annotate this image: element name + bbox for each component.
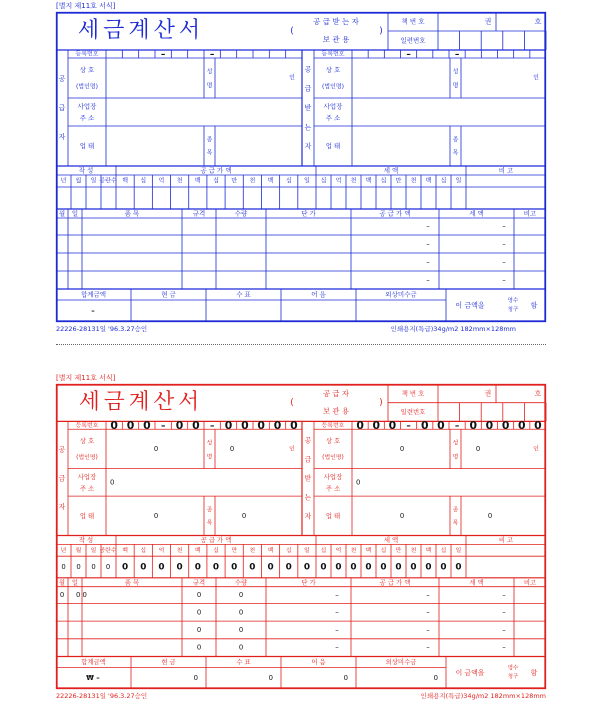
buyer-side-label: 는 [304,123,312,132]
supply-place-unit: 천 [176,177,183,185]
amount-phrase: 이 금액을 [455,668,485,677]
buyer-myeong-label: 명 [452,454,459,461]
item-tax: – [502,625,506,634]
book-kwon-label: 권 [484,17,492,26]
amount-phrase: 이 금액을 [455,301,485,310]
tax-digit: 0 [350,562,357,573]
supplier-rep-value: 0 [229,444,235,453]
bracket-close: ) [379,26,383,37]
supplier-reg-digit: – [160,421,166,432]
supplier-myeong-label: 명 [206,454,213,461]
item-amount: – [426,276,430,284]
buyer-side-label: 자 [304,512,312,521]
supply-digit: 0 [194,562,201,573]
supplier-corp-label: (법인명) [75,83,99,91]
item-header: 비고 [523,209,537,218]
item-qty: 0 [238,608,244,617]
buyer-sung-label: 성 [452,68,459,76]
totals-header: 어 음 [311,290,326,299]
tax-digit: 0 [335,562,342,573]
supplier-reg-digit: – [209,421,215,432]
cut-line [56,344,546,345]
bracket-open: ( [290,26,294,37]
supplier-reg-digit: 0 [192,418,200,432]
tax-digit: 0 [395,562,402,573]
supply-place-unit: 십 [213,547,219,554]
amount-ham: 함 [530,668,538,677]
totals-value: 0 [268,674,273,683]
supply-place-unit: 만 [231,177,238,185]
supply-place-unit: 십 [213,177,219,185]
supplier-name-label: 상 호 [79,437,95,446]
item-header: 공 급 가 액 [379,209,411,218]
tax-place-unit: 십 [320,177,327,185]
supply-amount-header: 공 급 가 액 [200,166,232,175]
copy-purpose-label: 보 관 용 [322,35,350,44]
supply-place-unit: 십 [285,547,292,554]
supply-place-unit: 일 [304,177,310,185]
item-tax: – [502,222,506,231]
supplier-biz-value: 0 [153,511,159,520]
tax-digit: 0 [425,562,432,573]
supply-digit: 0 [140,562,147,573]
tax-place-unit: 십 [440,547,447,554]
item-header: 단 가 [301,578,316,587]
buyer-reg-label: 등록번호 [321,422,345,429]
tax-amount-header: 세 액 [383,535,399,544]
remarks-header: 비 고 [498,535,514,544]
footer-approval: 22226-28131일 '96.3.27승인 [56,325,148,333]
supply-digit: 0 [231,562,238,573]
buyer-biz-value: 0 [399,511,405,520]
item-header: 비고 [523,578,537,587]
buyer-side-label: 받 [304,104,312,112]
supplier-jong-label: 종 [206,507,213,514]
item-amount: – [426,643,430,652]
item-month: 0 [59,591,65,600]
item-header: 월 [58,209,66,218]
buyer-jong-label: 종 [452,136,459,144]
supplier-corp-label: (법인명) [76,455,98,462]
supplier-reg-digit: 0 [241,418,249,432]
buyer-reg-digit: – [454,50,460,60]
supplier-reg-digit: 0 [110,418,118,432]
tax-place-unit: 천 [350,177,357,185]
item-tax: – [502,643,506,652]
supply-place-unit: 천 [249,547,256,554]
amount-ham: 함 [530,301,538,310]
supply-place-unit: 백 [122,547,128,554]
tax-place-unit: 백 [425,547,432,554]
date-value: 0 [91,563,96,571]
receipt-word: 영수 [507,665,519,672]
supplier-myeong-label: 명 [206,82,213,90]
supplier-side-label: 자 [58,133,66,141]
claim-word: 청구 [507,307,519,313]
tax-digit: 0 [455,562,462,573]
supplier-biz-label: 업 태 [79,511,95,520]
buyer-corp-label: (법인명) [322,455,344,462]
item-header: 규격 [192,578,206,587]
supplier-reg-digit: – [160,50,166,60]
buyer-reg-digit: 0 [534,418,542,432]
buyer-reg-digit: 0 [437,418,445,432]
buyer-addr-label: 사업장 [323,472,343,481]
tax-place-unit: 십 [380,177,387,185]
supply-digit: 0 [122,562,129,573]
supply-digit: 0 [158,562,165,573]
buyer-biz-label: 업 태 [325,511,341,520]
supply-place-unit: 천 [176,547,183,554]
cell-box [57,13,546,322]
buyer-side-label: 받 [304,474,312,483]
tax-digit: 0 [440,562,447,573]
buyer-mok-label: 목 [452,520,459,527]
totals-header: 합계금액 [80,290,107,299]
supplier-side-label: 자 [58,502,66,511]
item-header: 수량 [234,578,248,587]
totals-value: 0 [193,674,198,683]
buyer-jong-label: 종 [452,507,459,514]
supplier-reg-digit: 0 [257,418,265,432]
buyer-reg-digit: 0 [372,418,381,432]
buyer-corp-label: (법인명) [321,83,345,91]
item-header: 공 급 가 액 [379,578,411,587]
item-day: 0 0 [76,591,87,600]
copy-purpose-label: 보 관 용 [322,406,350,416]
tax-place-unit: 백 [365,547,372,554]
buyer-name-label: 상 호 [325,437,341,446]
tax-place-unit: 만 [395,547,402,554]
tax-digit: 0 [380,562,387,573]
form-title: 세금계산서 [78,389,204,415]
buyer-side-label: 자 [304,142,312,151]
buyer-name-value: 0 [399,444,405,453]
tax-place-unit: 억 [335,177,342,185]
item-header: 수량 [234,209,248,218]
item-tax: – [502,258,506,266]
book-ho-label: 호 [534,389,542,398]
tax-place-unit: 백 [365,177,372,185]
footer-approval: 22226-28131일 '96.3.27승인 [56,692,148,700]
item-header: 세 액 [469,209,484,218]
supply-place-unit: 십 [285,177,292,185]
buyer-reg-digit: 0 [469,418,478,432]
item-header: 일 [71,578,79,587]
book-number-label: 책 번 호 [401,17,425,26]
buyer-side-label: 는 [304,493,312,502]
supply-digit: 0 [176,562,183,573]
tax-place-unit: 일 [455,547,462,554]
supply-place-unit: 백 [122,177,128,185]
buyer-side-label: 급 [304,84,312,93]
totals-header: 현 금 [161,290,176,299]
tax-place-unit: 천 [410,177,417,185]
date-value: 0 [76,563,81,571]
item-qty: 0 [238,591,244,600]
buyer-biz-label: 업 태 [325,142,341,150]
invoice-table [56,12,546,322]
buyer-reg-digit: 0 [501,418,510,432]
tax-place-unit: 백 [425,177,432,185]
bracket-open: ( [290,398,294,409]
supplier-name-label: 상 호 [79,66,95,74]
supply-place-unit: 십 [140,547,147,554]
supply-digit: 0 [212,562,220,573]
item-spec: 0 [196,591,202,600]
supply-amount-header: 공 급 가 액 [200,535,232,544]
item-header: 단 가 [301,209,316,218]
footer-paper: 인쇄용지(특급)34g/m2 182mm×128mm [390,325,516,333]
buyer-mok-label: 목 [452,149,459,157]
buyer-reg-label: 등록번호 [321,50,345,58]
claim-word: 청구 [507,674,519,681]
item-header: 일 [71,209,79,218]
item-price: – [335,643,339,652]
supplier-addr-label: 사업장 [77,102,97,111]
copy-type-label: 공 급 자 [322,388,350,398]
supply-place-unit: 억 [158,547,165,554]
footer-paper: 인쇄용지(특급)34g/m2 182mm×128mm [420,692,546,700]
supplier-name-value: 0 [153,444,159,453]
totals-header: 수 표 [236,657,251,666]
item-price: – [335,591,339,600]
tax-place-unit: 십 [440,177,447,185]
blank-count-header: 공란수 [99,177,117,185]
blank-count-header: 공란수 [99,547,117,554]
buyer-side-label: 급 [304,455,312,464]
totals-header: 합계금액 [81,657,106,666]
supplier-side-label: 공 [58,445,66,454]
supplier-side-label: 급 [58,104,66,112]
item-header: 품 목 [124,209,140,218]
supplier-mok-label: 목 [206,149,213,157]
totals-header: 현 금 [161,657,176,666]
supplier-reg-label: 등록번호 [75,422,99,429]
bracket-close: ) [379,398,383,409]
supply-place-unit: 백 [267,547,274,554]
item-spec: 0 [196,643,202,652]
date-header: 년 [60,547,67,554]
tax-place-unit: 억 [335,547,342,554]
supply-place-unit: 백 [194,547,201,554]
supplier-mok-label: 목 [206,520,213,527]
tax-place-unit: 십 [320,547,327,554]
tax-place-unit: 천 [350,547,357,554]
totals-header: 수 표 [236,290,251,299]
supplier-addr-value: 0 [110,478,115,487]
date-header: 년 [60,177,67,185]
supplier-reg-digit: 0 [273,418,282,432]
buyer-side-label: 공 [304,65,312,74]
supplier-sung-label: 성 [206,440,213,447]
supplier-reg-digit: 0 [290,418,298,432]
item-spec: 0 [196,625,202,634]
book-kwon-label: 권 [484,389,492,398]
buyer-addr-label2: 주 소 [325,484,341,493]
tax-place-unit: 천 [410,547,417,554]
supplier-reg-digit: – [209,50,215,60]
item-amount: – [426,258,430,266]
buyer-item-value: 0 [487,511,493,520]
buyer-sung-label: 성 [452,440,459,447]
item-tax: – [502,591,506,600]
buyer-reg-digit: 0 [420,418,429,432]
tax-place-unit: 일 [455,177,462,185]
totals-value: – [91,307,95,315]
remarks-header: 비 고 [498,166,514,175]
item-qty: 0 [238,625,244,634]
buyer-seal-label: 인 [533,74,539,82]
supplier-reg-digit: 0 [143,418,151,432]
supplier-side-label: 공 [58,75,66,83]
totals-value: 0 [343,674,348,683]
tax-digit: 0 [320,562,327,573]
item-header: 규격 [192,209,206,218]
date-header: 일 [90,177,97,185]
totals-value: 0 [433,674,438,683]
date-header: 일 [90,547,97,554]
copy-type-label: 공 급 받 는 자 [313,17,359,26]
serial-number-label: 일련번호 [400,36,426,45]
item-header: 세 액 [469,578,484,587]
buyer-rep-value: 0 [475,444,481,453]
tax-amount-header: 세 액 [383,166,399,175]
totals-header: 외상미수금 [385,290,417,299]
buyer-reg-digit: 0 [388,418,397,432]
date-header: 월 [75,177,82,185]
totals-header: 어 음 [311,657,326,666]
book-number-label: 책 번 호 [401,389,425,398]
date-value: 0 [61,563,66,571]
buyer-reg-digit: 0 [485,418,494,432]
supplier-sung-label: 성 [206,68,213,76]
supply-digit: 0 [249,562,256,573]
supply-place-unit: 만 [231,547,238,554]
tax-digit: 0 [365,562,372,573]
supplier-reg-digit: 0 [126,418,135,432]
blank-count-value: 0 [105,563,111,571]
written-date-header: 작 성 [78,166,94,175]
supply-digit: 0 [285,562,292,573]
item-header: 월 [58,578,66,587]
item-tax: – [502,240,506,248]
form-caption: [별지 제11호 서식] [56,2,116,10]
supplier-seal-label: 인 [289,74,295,82]
totals-header: 외상미수금 [385,657,417,666]
form-title: 세금계산서 [77,18,205,43]
item-tax: – [502,608,506,617]
supplier-addr-label2: 주 소 [79,114,95,123]
item-price: – [335,608,339,617]
supplier-reg-digit: 0 [224,418,233,432]
buyer-reg-digit: – [406,421,411,432]
buyer-reg-digit: 0 [356,418,364,432]
form-caption: [별지 제11호 서식] [56,374,116,382]
item-amount: – [426,240,430,248]
item-amount: – [426,608,430,617]
supplier-seal-label: 인 [289,446,295,453]
buyer-name-label: 상 호 [325,66,341,74]
supply-place-unit: 백 [194,177,201,185]
buyer-side-label: 공 [304,436,312,445]
book-ho-label: 호 [534,17,542,26]
supplier-reg-label: 등록번호 [75,50,99,58]
written-date-header: 작 성 [78,535,94,544]
date-header: 월 [75,547,82,554]
item-amount: – [426,222,430,231]
supplier-reg-digit: 0 [175,418,184,432]
supplier-jong-label: 종 [206,136,213,144]
serial-number-label: 일련번호 [400,408,426,417]
supplier-biz-label: 업 태 [79,142,95,150]
supply-place-unit: 억 [158,177,165,185]
item-amount: – [426,591,430,600]
buyer-addr-label2: 주 소 [325,114,341,123]
supply-place-unit: 천 [249,177,256,185]
tax-digit: 0 [410,562,417,573]
item-header: 품 목 [124,578,140,587]
item-qty: 0 [238,643,244,652]
supply-digit: 0 [303,562,310,573]
supplier-addr-label2: 주 소 [79,484,95,493]
buyer-addr-label: 사업장 [323,102,343,111]
tax-place-unit: 십 [380,547,387,554]
item-amount: – [426,625,430,634]
supplier-side-label: 급 [58,474,66,483]
supply-place-unit: 십 [140,177,147,185]
invoice-table [56,384,546,689]
receipt-word: 영수 [507,298,519,304]
buyer-seal-label: 인 [533,446,539,453]
tax-place-unit: 만 [395,177,402,185]
buyer-reg-digit: – [406,50,411,60]
item-spec: 0 [196,608,202,617]
item-price: – [335,625,339,634]
buyer-myeong-label: 명 [452,82,459,90]
supply-place-unit: 일 [304,547,310,554]
item-tax: – [502,276,506,284]
buyer-addr-value: 0 [356,478,361,487]
supply-digit: 0 [267,562,274,573]
totals-value: ₩ – [86,674,100,683]
supplier-item-value: 0 [241,511,247,520]
buyer-reg-digit: 0 [517,418,526,432]
supplier-addr-label: 사업장 [77,472,97,481]
supply-place-unit: 백 [267,177,274,185]
buyer-reg-digit: – [454,421,460,432]
